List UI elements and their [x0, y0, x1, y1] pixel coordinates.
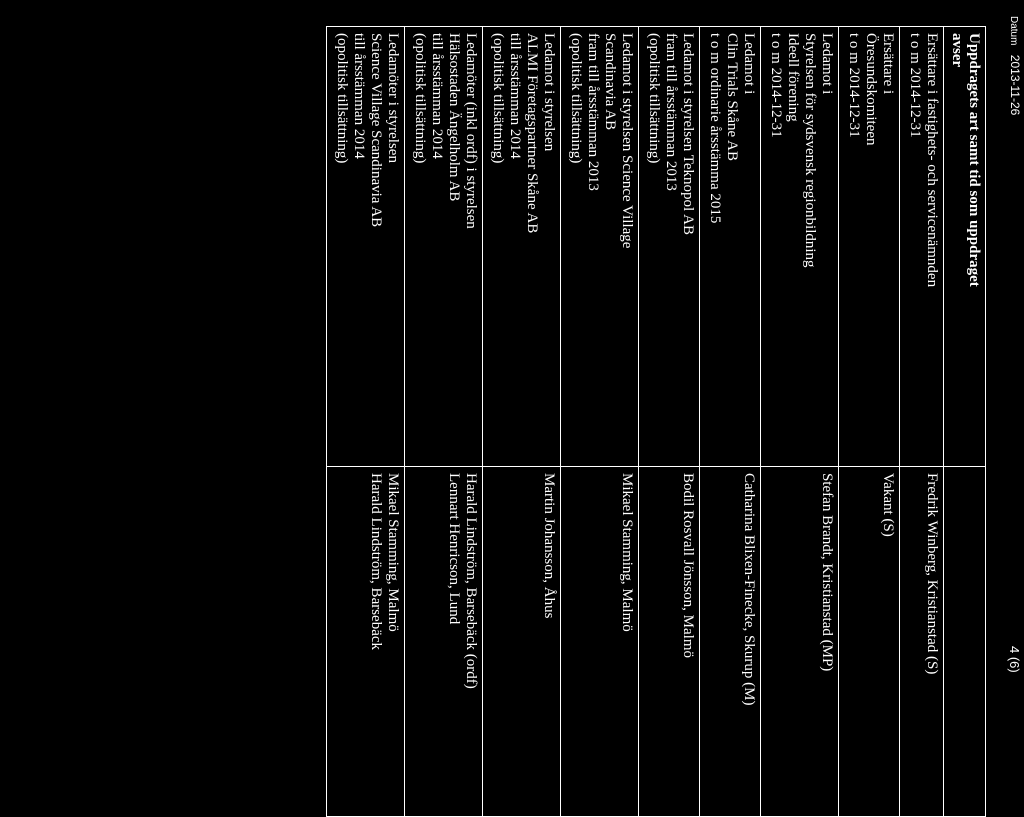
- assignment-line: Clin Trials Skåne AB: [724, 33, 740, 161]
- person-line: Catharina Blixen-Finecke, Skurup (M): [741, 473, 757, 706]
- person-line: Harald Lindström, Barsebäck: [368, 473, 384, 651]
- table-header-row: [944, 27, 986, 817]
- assignment-line: Science Village Scandinavia AB: [368, 33, 384, 228]
- assignment-line: Ersättare i fastighets- och servicenämnden: [924, 33, 940, 288]
- table-row: [900, 27, 944, 817]
- person-line: Vakant (S): [880, 473, 896, 537]
- assignment-cell: [327, 27, 405, 467]
- person-line: Mikael Stamming, Malmö: [619, 473, 635, 632]
- assignment-cell: [761, 27, 839, 467]
- date-value: 2013-11-26: [1008, 54, 1022, 116]
- person-line: Lennart Henricson, Lund: [446, 473, 462, 625]
- assignment-line: Ideell förening: [785, 33, 801, 122]
- assignment-cell: [900, 27, 944, 467]
- column-header-line: avser: [949, 33, 965, 68]
- assignments-table: [326, 26, 986, 817]
- persons-cell: [839, 467, 900, 817]
- column-header-line: Uppdragets art samt tid som uppdraget: [966, 33, 982, 287]
- assignment-line: fram till årsstämman 2013: [663, 33, 679, 191]
- assignment-line: (opolitisk tillsättning): [646, 33, 662, 164]
- assignment-cell: [405, 27, 483, 467]
- assignment-line: t o m 2014-12-31: [907, 33, 923, 138]
- date-header: [1008, 16, 1022, 115]
- assignment-line: Hälsostaden Ängelholm AB: [446, 33, 462, 202]
- assignment-line: till årsstämman 2014: [429, 33, 445, 159]
- assignment-line: t o m ordinarie årsstämma 2015: [707, 33, 723, 224]
- table-body: [327, 27, 944, 817]
- assignment-line: Ledamot i styrelsen: [541, 33, 557, 152]
- persons-cell: [561, 467, 639, 817]
- person-line: Mikael Stamming, Malmö: [385, 473, 401, 632]
- assignment-line: ALMI Företagspartner Skåne AB: [524, 33, 540, 234]
- table-row: [483, 27, 561, 817]
- table-row: [327, 27, 405, 817]
- assignment-line: (opolitisk tillsättning): [568, 33, 584, 164]
- persons-cell: [900, 467, 944, 817]
- date-label: Datum: [1008, 16, 1019, 46]
- assignment-line: till årsstämman 2014: [507, 33, 523, 159]
- assignment-cell: [839, 27, 900, 467]
- assignment-line: (opolitisk tillsättning): [334, 33, 350, 164]
- assignment-line: (opolitisk tillsättning): [412, 33, 428, 164]
- assignment-cell: [483, 27, 561, 467]
- assignment-line: t o m 2014-12-31: [846, 33, 862, 138]
- persons-cell: [405, 467, 483, 817]
- assignment-line: till årsstämman 2014: [351, 33, 367, 159]
- assignment-line: Ledamöter (inkl ordf) i styrelsen: [463, 33, 479, 229]
- persons-cell: [327, 467, 405, 817]
- assignment-line: Scandinavia AB: [602, 33, 618, 131]
- page-number: 4 (6): [1007, 646, 1022, 673]
- person-line: Martin Johansson, Åhus: [541, 473, 557, 619]
- assignment-cell: [639, 27, 700, 467]
- persons-cell: [483, 467, 561, 817]
- person-line: Fredrik Winberg, Kristianstad (S): [924, 473, 940, 675]
- assignment-line: Ersättare i: [880, 33, 896, 95]
- table-row: [700, 27, 761, 817]
- assignment-cell: [561, 27, 639, 467]
- persons-cell: [761, 467, 839, 817]
- assignment-line: Ledamot i: [819, 33, 835, 95]
- assignment-line: (opolitisk tillsättning): [490, 33, 506, 164]
- column-header-assignment: [944, 27, 986, 467]
- assignment-line: Ledamot i styrelsen Teknopol AB: [680, 33, 696, 235]
- assignment-line: Ledamöter i styrelsen: [385, 33, 401, 163]
- assignment-line: Öresundskomiteen: [863, 33, 879, 146]
- persons-cell: [639, 467, 700, 817]
- person-line: Stefan Brandt, Kristianstad (MP): [819, 473, 835, 672]
- assignment-line: Styrelsen för sydsvensk regionbildning: [802, 33, 818, 268]
- table-row: [761, 27, 839, 817]
- table-row: [405, 27, 483, 817]
- assignment-cell: [700, 27, 761, 467]
- assignment-line: t o m 2014-12-31: [768, 33, 784, 138]
- person-line: Harald Lindström, Barsebäck (ordf): [463, 473, 479, 689]
- table-row: [639, 27, 700, 817]
- assignment-line: Ledamot i styrelsen Science Village: [619, 33, 635, 249]
- assignment-line: Ledamot i: [741, 33, 757, 95]
- assignment-line: fram till årsstämman 2013: [585, 33, 601, 191]
- persons-cell: [700, 467, 761, 817]
- person-line: Bodil Rosvall Jönsson, Malmö: [680, 473, 696, 659]
- column-header-persons: [944, 467, 986, 817]
- table-row: [839, 27, 900, 817]
- table-row: [561, 27, 639, 817]
